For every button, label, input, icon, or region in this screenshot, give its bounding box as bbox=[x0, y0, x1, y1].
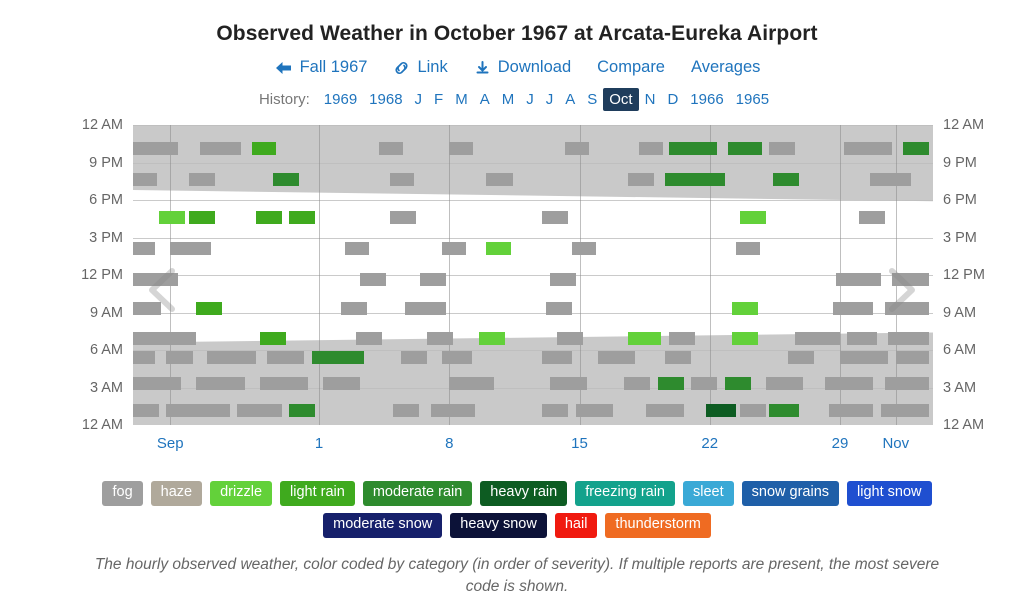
nav-fall-1967-label: Fall 1967 bbox=[299, 58, 368, 76]
heatmap-cell[interactable] bbox=[840, 351, 888, 364]
heatmap-cell[interactable] bbox=[312, 351, 364, 364]
heatmap-cell[interactable] bbox=[405, 302, 446, 315]
x-axis-tick-label[interactable]: 29 bbox=[831, 435, 849, 452]
x-axis-tick-label[interactable]: 15 bbox=[571, 435, 588, 452]
legend-chip-heavy-rain[interactable]: heavy rain bbox=[480, 481, 567, 506]
y-axis-tick-label: 9 AM bbox=[89, 304, 123, 321]
y-axis-tick-label: 12 AM bbox=[943, 117, 985, 133]
heatmap-cell[interactable] bbox=[323, 377, 360, 390]
x-axis-tick-label[interactable]: 1 bbox=[314, 435, 324, 452]
heatmap-cell[interactable] bbox=[260, 377, 308, 390]
nav-links bbox=[0, 58, 1034, 77]
x-axis-tick-label[interactable]: Sep bbox=[156, 435, 184, 452]
heatmap-cell[interactable] bbox=[725, 377, 751, 390]
heatmap-cell[interactable] bbox=[628, 173, 654, 186]
heatmap-cell[interactable] bbox=[133, 142, 178, 155]
nav-compare-label: Compare bbox=[597, 58, 665, 76]
heatmap-cell[interactable] bbox=[189, 211, 215, 224]
prev-month-arrow[interactable] bbox=[146, 267, 180, 313]
y-axis-tick-label: 12 AM bbox=[81, 117, 123, 133]
heatmap-cell[interactable] bbox=[598, 351, 635, 364]
heatmap-cell[interactable] bbox=[628, 332, 661, 345]
heatmap-cell[interactable] bbox=[256, 211, 282, 224]
y-axis-tick-label: 9 PM bbox=[943, 154, 977, 171]
heatmap-cell[interactable] bbox=[189, 173, 215, 186]
heatmap-cell[interactable] bbox=[550, 377, 587, 390]
heatmap-cell[interactable] bbox=[542, 211, 568, 224]
next-month-arrow[interactable] bbox=[884, 267, 918, 313]
heatmap-cell[interactable] bbox=[360, 273, 386, 286]
heatmap-cell[interactable] bbox=[442, 242, 466, 255]
y-axis-tick-label: 12 AM bbox=[943, 417, 985, 433]
heatmap-cell[interactable] bbox=[903, 142, 929, 155]
heatmap-cell[interactable] bbox=[133, 404, 159, 417]
heatmap-cell[interactable] bbox=[479, 332, 505, 345]
legend-chip-haze[interactable]: haze bbox=[151, 481, 202, 506]
heatmap-cell[interactable] bbox=[881, 404, 929, 417]
heatmap-cell[interactable] bbox=[431, 404, 476, 417]
heatmap-cell[interactable] bbox=[706, 404, 736, 417]
heatmap-cell[interactable] bbox=[829, 404, 874, 417]
history-item-nov[interactable]: N bbox=[644, 91, 656, 108]
heatmap-cell[interactable] bbox=[449, 377, 494, 390]
y-axis-labels-left bbox=[0, 117, 123, 433]
heatmap-cell[interactable] bbox=[888, 332, 929, 345]
heatmap-cell[interactable] bbox=[728, 142, 761, 155]
heatmap-cell[interactable] bbox=[390, 173, 414, 186]
history-item-jan[interactable]: J bbox=[414, 91, 423, 108]
history-item-aug[interactable]: A bbox=[565, 91, 576, 108]
history-item-1968[interactable]: 1968 bbox=[369, 91, 403, 108]
heatmap-cell[interactable] bbox=[542, 404, 568, 417]
heatmap-cell[interactable] bbox=[133, 332, 196, 345]
nav-compare[interactable] bbox=[597, 58, 665, 77]
nav-download[interactable] bbox=[474, 58, 571, 77]
heatmap-cell[interactable] bbox=[252, 142, 276, 155]
heatmap-cell[interactable] bbox=[273, 173, 299, 186]
heatmap-cell[interactable] bbox=[665, 173, 725, 186]
heatmap-cell[interactable] bbox=[885, 377, 930, 390]
heatmap-cell[interactable] bbox=[769, 142, 795, 155]
legend-chip-sleet[interactable]: sleet bbox=[683, 481, 734, 506]
legend-chip-snow-grains[interactable]: snow grains bbox=[742, 481, 839, 506]
history-item-jul[interactable]: J bbox=[545, 91, 554, 108]
nav-link-label: Link bbox=[417, 58, 448, 76]
heatmap-cell[interactable] bbox=[870, 173, 911, 186]
legend-chip-moderate-rain[interactable]: moderate rain bbox=[363, 481, 472, 506]
heatmap-cell[interactable] bbox=[766, 377, 803, 390]
legend-row-1 bbox=[52, 481, 982, 506]
history-item-sep[interactable]: S bbox=[587, 91, 598, 108]
heatmap-cell[interactable] bbox=[133, 377, 181, 390]
heatmap-cell[interactable] bbox=[669, 332, 695, 345]
history-item-jun[interactable]: J bbox=[526, 91, 534, 108]
heatmap-cell[interactable] bbox=[207, 351, 255, 364]
x-axis-tick-label[interactable]: 8 bbox=[445, 435, 454, 452]
x-axis-tick-label[interactable]: 22 bbox=[701, 435, 719, 452]
heatmap-cell[interactable] bbox=[196, 377, 244, 390]
y-axis-tick-label: 3 PM bbox=[89, 229, 123, 246]
history-item-1966[interactable]: 1966 bbox=[690, 91, 724, 108]
legend-chip-moderate-snow[interactable]: moderate snow bbox=[323, 513, 442, 538]
heatmap-cell[interactable] bbox=[669, 142, 717, 155]
y-axis-labels-right bbox=[943, 117, 1033, 433]
heatmap-cell[interactable] bbox=[658, 377, 684, 390]
gridline-horizontal bbox=[133, 275, 933, 276]
heatmap-cell[interactable] bbox=[196, 302, 222, 315]
heatmap-cell[interactable] bbox=[166, 404, 229, 417]
heatmap-cell[interactable] bbox=[237, 404, 282, 417]
nav-averages-label: Averages bbox=[691, 58, 761, 76]
heatmap-plot-area[interactable] bbox=[133, 125, 933, 425]
heatmap-cell[interactable] bbox=[420, 273, 446, 286]
heatmap-cell[interactable] bbox=[795, 332, 840, 345]
heatmap-cell[interactable] bbox=[859, 211, 885, 224]
heatmap-cell[interactable] bbox=[844, 142, 892, 155]
heatmap-cell[interactable] bbox=[200, 142, 241, 155]
nav-averages[interactable] bbox=[691, 58, 760, 77]
x-axis-tick-label[interactable]: Nov bbox=[882, 435, 910, 452]
chart-caption: The hourly observed weather, color coded by category (in order of severity). If multiple reports are present, the most severe code is shown. bbox=[94, 555, 940, 596]
heatmap-cell[interactable] bbox=[557, 332, 583, 345]
heatmap-cell[interactable] bbox=[691, 377, 717, 390]
heatmap-cell[interactable] bbox=[449, 142, 473, 155]
heatmap-cell[interactable] bbox=[550, 273, 576, 286]
nav-download-label: Download bbox=[497, 58, 572, 76]
heatmap-cell[interactable] bbox=[401, 351, 427, 364]
heatmap-cell[interactable] bbox=[486, 173, 512, 186]
heatmap-cell[interactable] bbox=[159, 211, 185, 224]
heatmap-cell[interactable] bbox=[546, 302, 572, 315]
y-axis-tick-label: 12 PM bbox=[943, 267, 985, 283]
y-axis-tick-label: 3 AM bbox=[89, 379, 123, 396]
y-axis-tick-label: 6 AM bbox=[89, 342, 123, 358]
heatmap-cell[interactable] bbox=[740, 211, 766, 224]
legend-chip-fog[interactable]: fog bbox=[102, 481, 142, 506]
heatmap-cell[interactable] bbox=[379, 142, 403, 155]
y-axis-tick-label: 12 AM bbox=[81, 417, 123, 433]
heatmap-cell[interactable] bbox=[788, 351, 814, 364]
gridline-horizontal bbox=[133, 200, 933, 201]
legend-chip-hail[interactable]: hail bbox=[555, 513, 598, 538]
download-icon bbox=[474, 60, 491, 76]
history-item-oct[interactable]: Oct bbox=[603, 88, 638, 111]
heatmap-cell[interactable] bbox=[390, 211, 416, 224]
link-icon bbox=[393, 60, 410, 76]
heatmap-cell[interactable] bbox=[833, 302, 874, 315]
y-axis-tick-label: 9 PM bbox=[89, 154, 123, 171]
legend-chip-drizzle[interactable]: drizzle bbox=[210, 481, 272, 506]
history-item-apr[interactable]: A bbox=[479, 91, 490, 108]
gridline-horizontal bbox=[133, 388, 933, 389]
heatmap-cell[interactable] bbox=[289, 404, 315, 417]
heatmap-cell[interactable] bbox=[665, 351, 691, 364]
heatmap-cell[interactable] bbox=[773, 173, 799, 186]
history-label: History: bbox=[258, 91, 310, 108]
history-item-mar[interactable]: M bbox=[455, 91, 468, 108]
heatmap-cell[interactable] bbox=[732, 302, 758, 315]
heatmap-cell[interactable] bbox=[896, 351, 929, 364]
legend-chip-light-rain[interactable]: light rain bbox=[280, 481, 355, 506]
history-item-feb[interactable]: F bbox=[434, 91, 444, 108]
legend-chip-heavy-snow[interactable]: heavy snow bbox=[450, 513, 547, 538]
legend bbox=[52, 481, 982, 538]
heatmap-cell[interactable] bbox=[267, 351, 304, 364]
legend-chip-thunderstorm[interactable]: thunderstorm bbox=[605, 513, 710, 538]
heatmap-cell[interactable] bbox=[825, 377, 873, 390]
heatmap-cell[interactable] bbox=[289, 211, 315, 224]
history-item-dec[interactable]: D bbox=[667, 91, 679, 108]
history-item-1969[interactable]: 1969 bbox=[323, 91, 358, 108]
y-axis-tick-label: 3 PM bbox=[943, 229, 977, 246]
heatmap-cell[interactable] bbox=[260, 332, 286, 345]
gridline-vertical bbox=[319, 125, 320, 425]
heatmap-cell[interactable] bbox=[639, 142, 663, 155]
heatmap-cell[interactable] bbox=[847, 332, 877, 345]
heatmap-cell[interactable] bbox=[345, 242, 369, 255]
legend-chip-freezing-rain[interactable]: freezing rain bbox=[575, 481, 675, 506]
heatmap-cell[interactable] bbox=[393, 404, 419, 417]
legend-chip-light-snow[interactable]: light snow bbox=[847, 481, 931, 506]
heatmap-cell[interactable] bbox=[769, 404, 799, 417]
nav-link[interactable] bbox=[393, 58, 447, 77]
heatmap-cell[interactable] bbox=[133, 242, 155, 255]
y-axis-tick-label: 12 PM bbox=[81, 267, 123, 283]
heatmap-cell[interactable] bbox=[442, 351, 472, 364]
heatmap-cell[interactable] bbox=[836, 273, 881, 286]
arrow-left-icon bbox=[274, 60, 293, 76]
heatmap-cell[interactable] bbox=[133, 173, 157, 186]
history-item-may[interactable]: M bbox=[501, 91, 515, 108]
heatmap-cell[interactable] bbox=[166, 351, 192, 364]
gridline-horizontal bbox=[133, 125, 933, 126]
history-selector bbox=[0, 88, 1034, 111]
history-item-1965[interactable]: 1965 bbox=[735, 91, 770, 108]
nav-fall-1967[interactable] bbox=[274, 58, 368, 77]
y-axis-tick-label: 9 AM bbox=[943, 304, 977, 321]
y-axis-tick-label: 3 AM bbox=[943, 379, 977, 396]
heatmap-cell[interactable] bbox=[624, 377, 650, 390]
heatmap-cell[interactable] bbox=[732, 332, 758, 345]
heatmap-cell[interactable] bbox=[572, 242, 596, 255]
heatmap-cell[interactable] bbox=[427, 332, 453, 345]
legend-row-2 bbox=[52, 513, 982, 538]
heatmap-cell[interactable] bbox=[133, 351, 155, 364]
y-axis-tick-label: 6 PM bbox=[943, 192, 977, 208]
gridline-horizontal bbox=[133, 238, 933, 239]
heatmap-cell[interactable] bbox=[542, 351, 572, 364]
y-axis-tick-label: 6 PM bbox=[89, 192, 123, 208]
heatmap-cell[interactable] bbox=[565, 142, 589, 155]
heatmap-cell[interactable] bbox=[646, 404, 683, 417]
weather-heatmap bbox=[0, 117, 1034, 455]
heatmap-cell[interactable] bbox=[341, 302, 367, 315]
heatmap-cell[interactable] bbox=[740, 404, 766, 417]
heatmap-cell[interactable] bbox=[486, 242, 510, 255]
heatmap-cell[interactable] bbox=[356, 332, 382, 345]
heatmap-cell[interactable] bbox=[736, 242, 760, 255]
gridline-horizontal bbox=[133, 313, 933, 314]
y-axis-tick-label: 6 AM bbox=[943, 342, 977, 358]
heatmap-cell[interactable] bbox=[576, 404, 613, 417]
page-title: Observed Weather in October 1967 at Arcata-Eureka Airport bbox=[216, 22, 818, 45]
heatmap-cell[interactable] bbox=[170, 242, 211, 255]
gridline-horizontal bbox=[133, 163, 933, 164]
